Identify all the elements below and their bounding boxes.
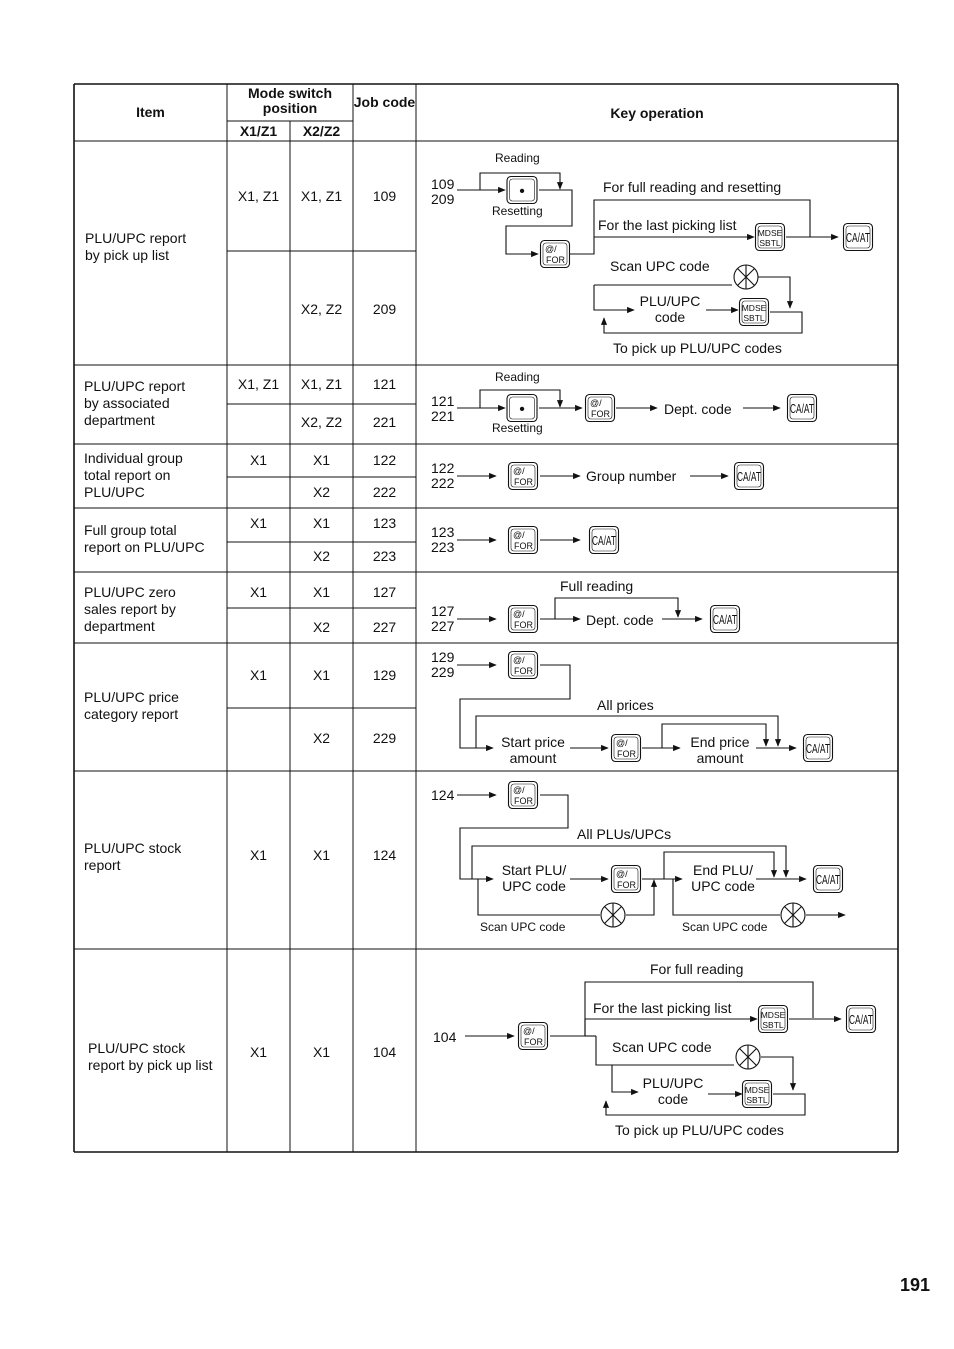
ca-at-key-icon xyxy=(814,866,843,893)
mode-x2z2-cell: X1 xyxy=(312,1044,331,1060)
svg-text:CA/AT: CA/AT xyxy=(846,230,871,245)
mode-x1z1-cell: X1 xyxy=(249,452,268,468)
svg-text:@/: @/ xyxy=(513,466,525,476)
job-code-cell: 223 xyxy=(372,548,397,564)
svg-text:@/: @/ xyxy=(513,609,525,619)
text-label: End price amount xyxy=(690,734,750,766)
mdse-sbtl-key-icon xyxy=(756,224,785,251)
svg-text:@/: @/ xyxy=(545,244,557,254)
svg-text:FOR: FOR xyxy=(546,255,565,265)
mode-x2z2-cell: X1 xyxy=(312,584,331,600)
text-label: Scan UPC code xyxy=(610,258,710,274)
text-label: 122 222 xyxy=(431,460,455,491)
row-item-label: PLU/UPC stock report by pick up list xyxy=(88,1040,213,1073)
job-code-cell: 104 xyxy=(372,1044,397,1060)
page-number: 191 xyxy=(900,1275,931,1295)
svg-text:SBTL: SBTL xyxy=(743,313,765,323)
svg-text:FOR: FOR xyxy=(514,620,533,630)
for-key-icon xyxy=(509,463,538,490)
scanner-key-icon xyxy=(781,903,805,927)
flow-line xyxy=(612,1065,638,1092)
job-code-cell: 129 xyxy=(372,667,397,683)
text-label: Scan UPC code xyxy=(612,1039,712,1055)
text-label: To pick up PLU/UPC codes xyxy=(613,340,782,356)
job-code-cell: 109 xyxy=(372,188,397,204)
text-label: To pick up PLU/UPC codes xyxy=(615,1122,784,1138)
for-key-icon xyxy=(509,652,538,679)
mdse-sbtl-key-icon xyxy=(740,299,769,326)
svg-text:FOR: FOR xyxy=(617,880,636,890)
mode-x1z1-cell: X1 xyxy=(249,515,268,531)
flow-line xyxy=(594,285,634,310)
svg-text:CA/AT: CA/AT xyxy=(592,533,617,548)
mode-x2z2-cell: X1 xyxy=(312,452,331,468)
text-label: 109 209 xyxy=(431,176,455,207)
svg-text:CA/AT: CA/AT xyxy=(790,401,815,416)
svg-text:@/: @/ xyxy=(513,530,525,540)
job-code-cell: 127 xyxy=(372,584,397,600)
for-key-icon xyxy=(509,606,538,633)
row-item-label: PLU/UPC stock report xyxy=(84,840,182,873)
job-code-cell: 221 xyxy=(372,414,397,430)
job-code-cell: 121 xyxy=(372,376,397,392)
for-key-icon xyxy=(519,1023,548,1050)
svg-text:CA/AT: CA/AT xyxy=(816,872,841,887)
svg-text:@/: @/ xyxy=(590,398,602,408)
text-label: Reading xyxy=(495,370,540,384)
ca-at-key-icon xyxy=(804,735,833,762)
row-item-label: PLU/UPC zero sales report by department xyxy=(84,584,176,634)
mode-x2z2-cell: X2 xyxy=(312,548,331,564)
svg-text:@/: @/ xyxy=(616,869,628,879)
text-label: Resetting xyxy=(492,204,543,218)
mode-x2z2-cell: X1, Z1 xyxy=(300,376,343,392)
text-label: Key operation xyxy=(610,105,704,121)
ca-at-key-icon xyxy=(847,1006,876,1033)
svg-text:@/: @/ xyxy=(513,655,525,665)
scanner-key-icon xyxy=(601,903,625,927)
text-label: X2/Z2 xyxy=(302,123,341,139)
job-code-cell: 122 xyxy=(372,452,397,468)
text-label: Scan UPC code xyxy=(480,920,566,934)
for-key-icon xyxy=(612,735,641,762)
svg-text:SBTL: SBTL xyxy=(759,238,781,248)
svg-text:FOR: FOR xyxy=(617,749,636,759)
mode-x2z2-cell: X1 xyxy=(312,667,331,683)
ca-at-key-icon xyxy=(844,224,873,251)
row-item-label: Individual group total report on PLU/UPC xyxy=(84,450,183,500)
mdse-sbtl-key-icon xyxy=(759,1006,788,1033)
mode-x2z2-cell: X2 xyxy=(312,484,331,500)
job-code-cell: 227 xyxy=(372,619,397,635)
ca-at-key-icon xyxy=(735,463,764,490)
text-label: All prices xyxy=(597,697,654,713)
text-label: Job code xyxy=(353,94,416,110)
svg-text:MDSE: MDSE xyxy=(757,228,783,238)
text-label: For full reading xyxy=(650,961,744,977)
mode-x2z2-cell: X2 xyxy=(312,619,331,635)
svg-text:CA/AT: CA/AT xyxy=(737,469,762,484)
svg-text:CA/AT: CA/AT xyxy=(849,1012,874,1027)
row-item-label: PLU/UPC report by pick up list xyxy=(85,230,187,263)
scanner-key-icon xyxy=(736,1045,760,1069)
mode-x2z2-cell: X1, Z1 xyxy=(300,188,343,204)
text-label: Dept. code xyxy=(586,612,654,628)
job-code-cell: 123 xyxy=(372,515,397,531)
mode-x1z1-cell: X1 xyxy=(249,1044,268,1060)
text-label: 127 227 xyxy=(431,603,455,634)
svg-text:FOR: FOR xyxy=(524,1037,543,1047)
svg-text:SBTL: SBTL xyxy=(746,1095,768,1105)
svg-text:FOR: FOR xyxy=(514,666,533,676)
svg-text:•: • xyxy=(519,183,525,200)
for-key-icon xyxy=(541,241,570,268)
svg-text:MDSE: MDSE xyxy=(760,1010,786,1020)
mode-x2z2-cell: X1 xyxy=(312,515,331,531)
ca-at-key-icon xyxy=(788,395,817,422)
svg-text:•: • xyxy=(519,401,525,418)
text-label: For the last picking list xyxy=(598,217,737,233)
mode-x2z2-cell: X2, Z2 xyxy=(300,414,343,430)
scanner-key-icon xyxy=(734,265,758,289)
text-label: 104 xyxy=(433,1029,457,1045)
text-label: Start price amount xyxy=(501,734,565,766)
text-label: PLU/UPC code xyxy=(642,1075,704,1107)
svg-text:CA/AT: CA/AT xyxy=(806,741,831,756)
dot-key-icon xyxy=(507,177,537,204)
svg-text:FOR: FOR xyxy=(514,796,533,806)
svg-text:FOR: FOR xyxy=(591,409,610,419)
text-label: Reading xyxy=(495,151,540,165)
row-item-label: PLU/UPC report by associated department xyxy=(84,378,186,428)
for-key-icon xyxy=(586,395,615,422)
mode-x1z1-cell: X1 xyxy=(249,667,268,683)
mode-x1z1-cell: X1 xyxy=(249,847,268,863)
for-key-icon xyxy=(612,866,641,893)
text-label: Full reading xyxy=(560,578,634,594)
text-label: PLU/UPC code xyxy=(639,293,701,325)
mode-x1z1-cell: X1 xyxy=(249,584,268,600)
mdse-sbtl-key-icon xyxy=(743,1081,772,1108)
row-item-label: Full group total report on PLU/UPC xyxy=(84,522,205,555)
for-key-icon xyxy=(509,527,538,554)
text-label: 124 xyxy=(431,787,455,803)
ca-at-key-icon xyxy=(711,606,740,633)
svg-text:@/: @/ xyxy=(616,738,628,748)
svg-text:FOR: FOR xyxy=(514,477,533,487)
text-label: Scan UPC code xyxy=(682,920,768,934)
text-label: Group number xyxy=(586,468,677,484)
text-label: Start PLU/ UPC code xyxy=(501,862,567,894)
text-label: Dept. code xyxy=(664,401,732,417)
row-item-label: PLU/UPC price category report xyxy=(84,689,179,722)
text-label: For full reading and resetting xyxy=(603,179,782,195)
mode-x1z1-cell: X1, Z1 xyxy=(237,376,280,392)
svg-text:SBTL: SBTL xyxy=(762,1020,784,1030)
svg-text:@/: @/ xyxy=(513,785,525,795)
mode-x1z1-cell: X1, Z1 xyxy=(237,188,280,204)
text-label: End PLU/ UPC code xyxy=(691,862,755,894)
svg-text:FOR: FOR xyxy=(514,541,533,551)
mode-x2z2-cell: X1 xyxy=(312,847,331,863)
mode-x2z2-cell: X2, Z2 xyxy=(300,301,343,317)
text-label: All PLUs/UPCs xyxy=(577,826,672,842)
job-code-cell: 124 xyxy=(372,847,397,863)
job-code-cell: 229 xyxy=(372,730,397,746)
text-label: 129 229 xyxy=(431,649,455,680)
svg-text:MDSE: MDSE xyxy=(744,1085,770,1095)
svg-text:MDSE: MDSE xyxy=(741,303,767,313)
text-label: For the last picking list xyxy=(593,1000,732,1016)
dot-key-icon xyxy=(507,395,537,422)
job-code-cell: 222 xyxy=(372,484,397,500)
svg-text:CA/AT: CA/AT xyxy=(713,612,738,627)
mode-x2z2-cell: X2 xyxy=(312,730,331,746)
for-key-icon xyxy=(509,782,538,809)
text-label: 121 221 xyxy=(431,393,455,424)
job-code-cell: 209 xyxy=(372,301,397,317)
text-label: Resetting xyxy=(492,421,543,435)
text-label: X1/Z1 xyxy=(239,123,278,139)
text-label: 123 223 xyxy=(431,524,455,555)
svg-text:@/: @/ xyxy=(523,1026,535,1036)
text-label: Item xyxy=(136,104,165,120)
ca-at-key-icon xyxy=(590,527,619,554)
text-label: Mode switch position xyxy=(247,85,332,116)
